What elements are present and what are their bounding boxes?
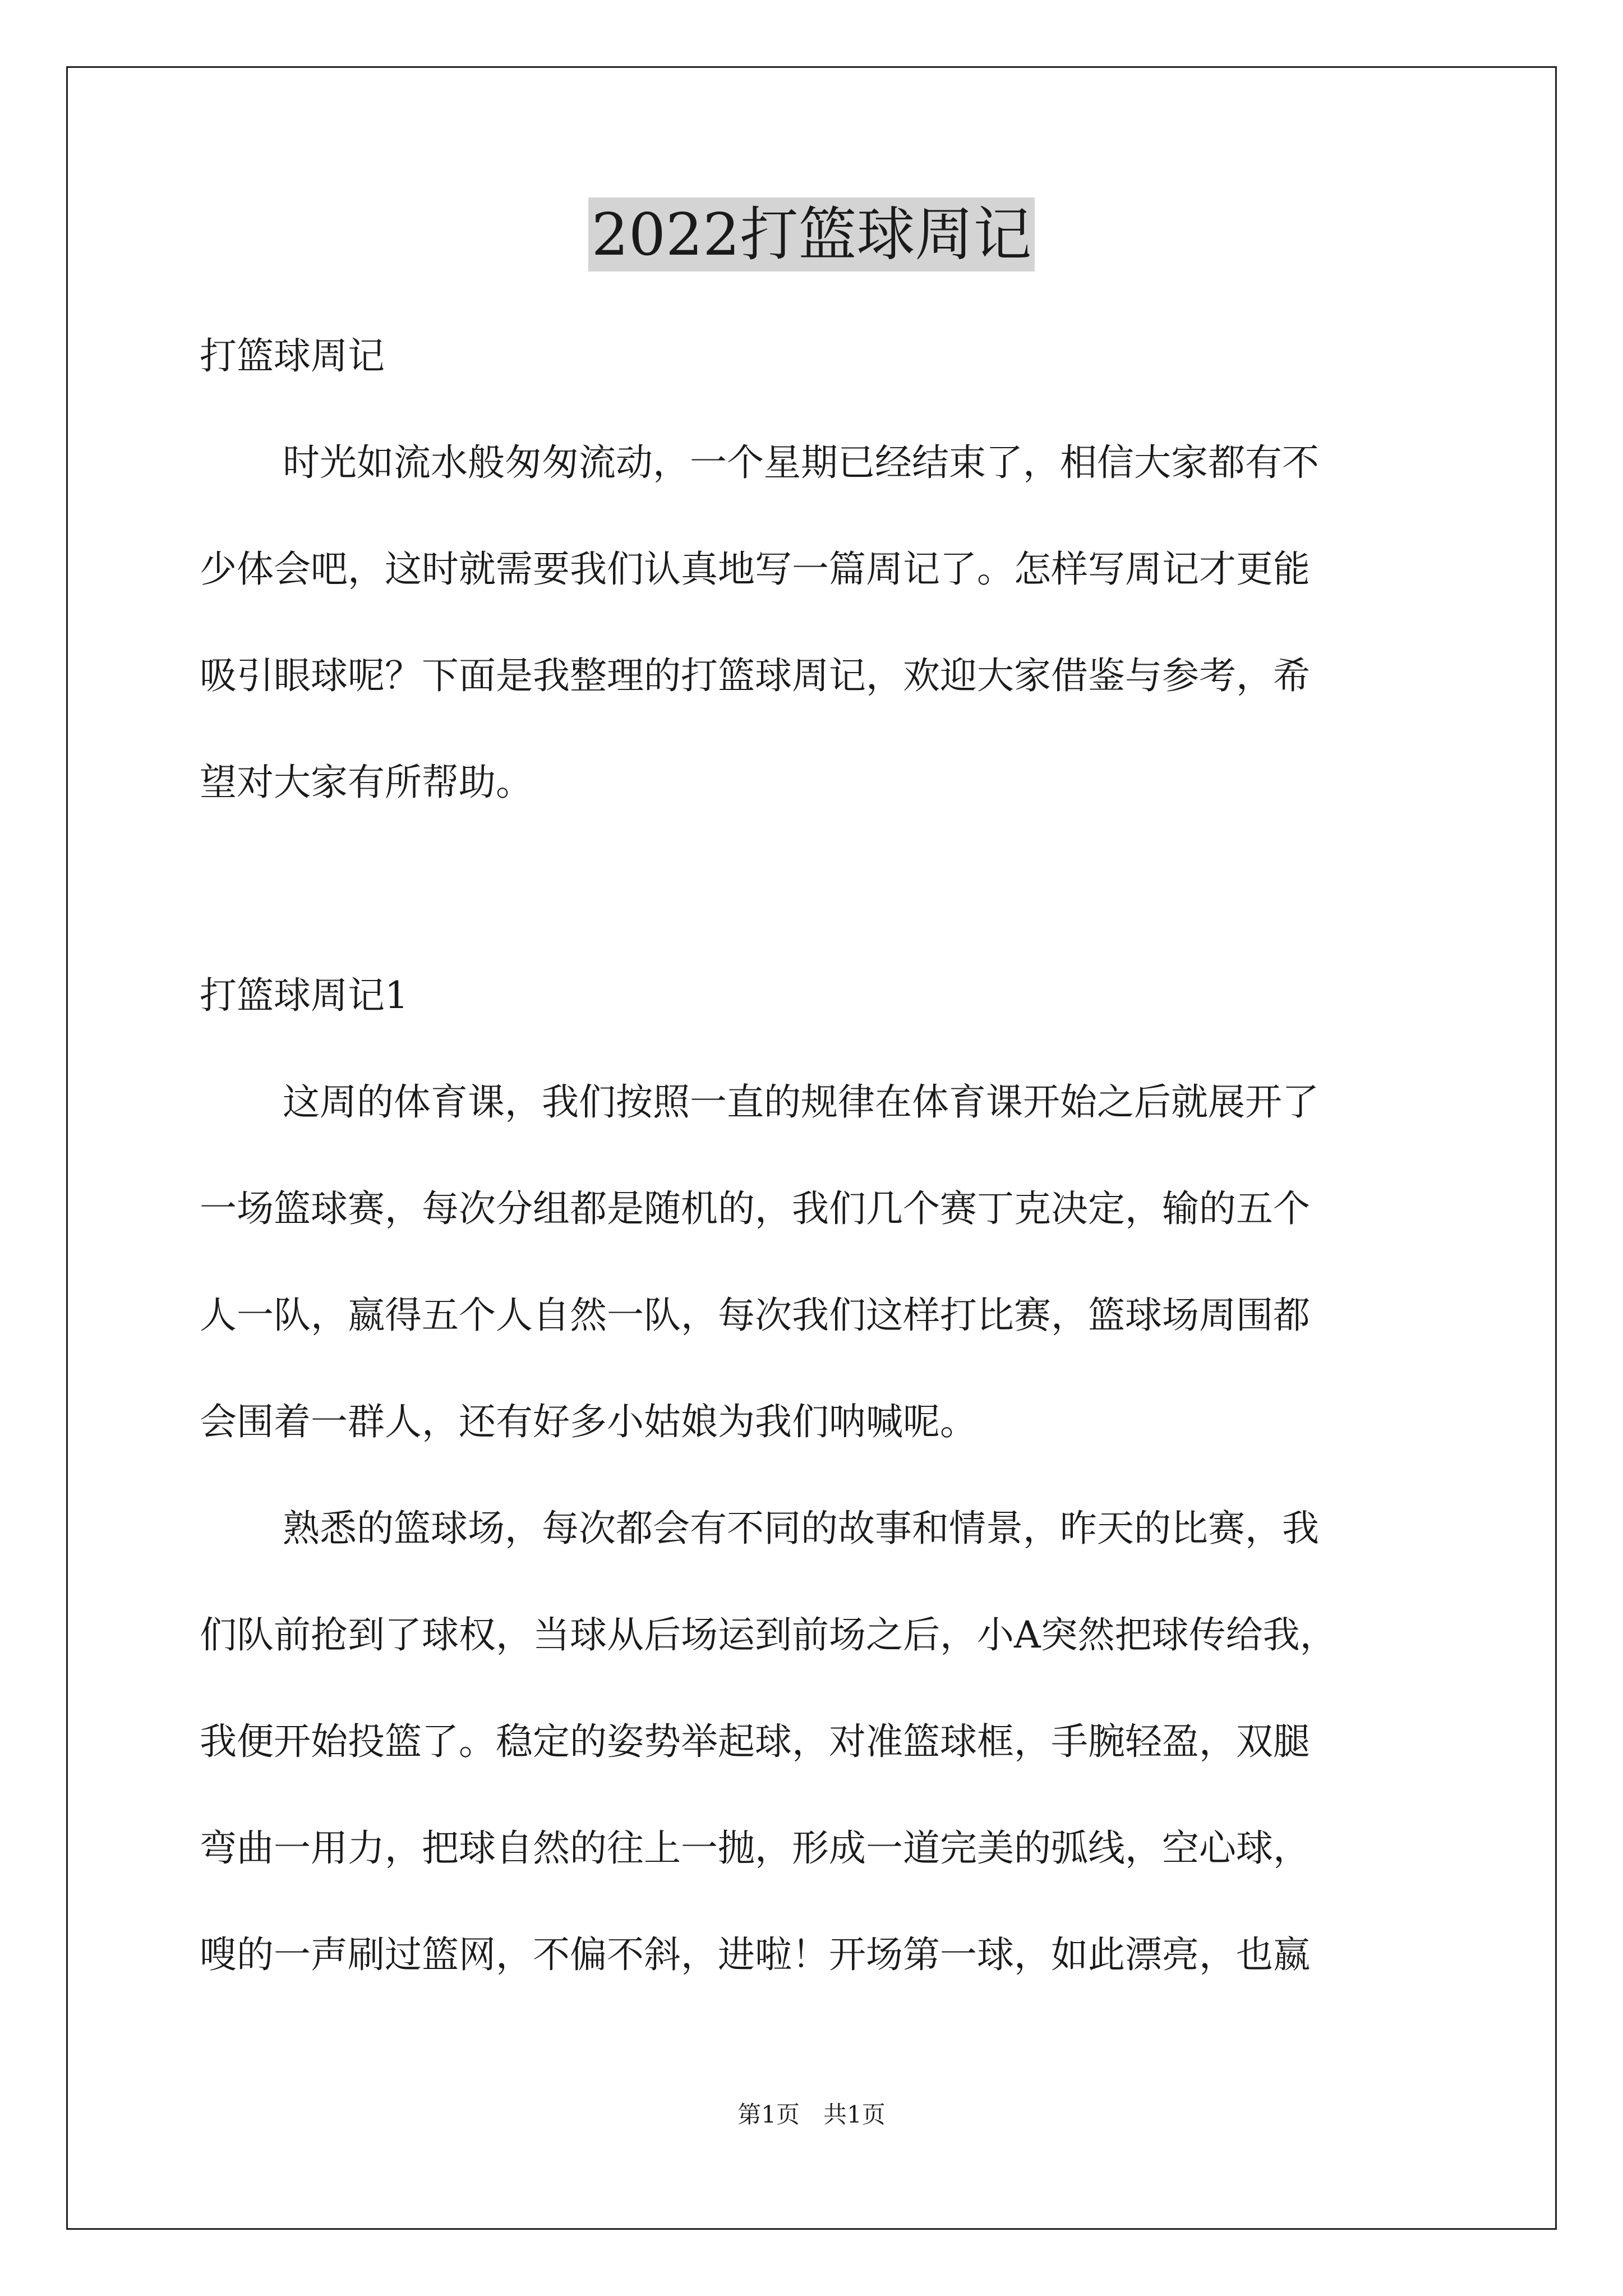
text-line: 人一队，嬴得五个人自然一队，每次我们这样打比赛，篮球场周围都 [200, 1294, 1310, 1337]
page-number: 第1页 共1页 [737, 2101, 886, 2128]
intro-heading: 打篮球周记 [200, 334, 385, 378]
section1-paragraph-2 [200, 1475, 1473, 2008]
text-line: 嗖的一声刷过篮网，不偏不斜，进啦！开场第一球，如此漂亮，也嬴 [200, 1933, 1310, 1976]
text-line: 我便开始投篮了。稳定的姿势举起球，对准篮球框，手腕轻盈，双腿 [200, 1720, 1310, 1763]
text-line: 时光如流水般匆匆流动，一个星期已经结束了，相信大家都有不 [283, 441, 1319, 484]
text-line: 吸引眼球呢？下面是我整理的打篮球周记，欢迎大家借鉴与参考，希 [200, 654, 1310, 697]
text-line: 一场篮球赛，每次分组都是随机的，我们几个赛丁克决定，输的五个 [200, 1187, 1310, 1230]
paragraph-gap [200, 836, 1473, 942]
text-line: 这周的体育课，我们按照一直的规律在体育课开始之后就展开了 [283, 1080, 1319, 1124]
document-body [200, 303, 1473, 2008]
text-line: 弯曲一用力，把球自然的往上一抛，形成一道完美的弧线，空心球， [200, 1826, 1310, 1870]
text-line: 会围着一群人，还有好多小姑娘为我们呐喊呢。 [200, 1400, 977, 1443]
text-line: 熟悉的篮球场，每次都会有不同的故事和情景，昨天的比赛，我 [283, 1507, 1319, 1550]
text-line: 望对大家有所帮助。 [200, 761, 533, 804]
title-container [0, 197, 1623, 272]
section1-heading: 打篮球周记1 [200, 974, 408, 1017]
text-line: 少体会吧，这时就需要我们认真地写一篇周记了。怎样写周记才更能 [200, 547, 1310, 591]
document-title: 2022打篮球周记 [588, 197, 1035, 272]
intro-paragraph [200, 409, 1473, 836]
text-line: 们队前抢到了球权，当球从后场运到前场之后，小A突然把球传给我， [200, 1613, 1337, 1657]
page-footer [0, 2098, 1623, 2132]
section1-paragraph-1 [200, 1049, 1473, 1475]
